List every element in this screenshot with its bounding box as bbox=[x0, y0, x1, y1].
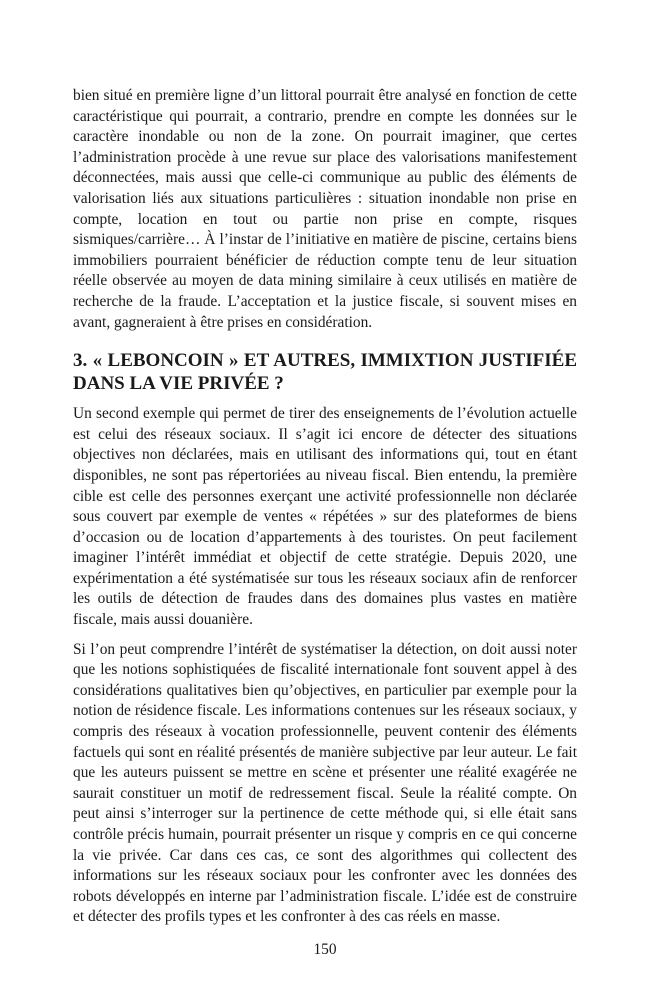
page-body bbox=[73, 86, 577, 928]
paragraph-detection: Si l’on peut comprendre l’intérêt de systématiser la détection, on doit aussi noter que les notions sophistiquées de fiscalité internationale font souvent appel à des considérations qualitatives bien qu’objectives, en particulier par exemple pour la notion de résidence fiscale. Les informations contenues sur les réseaux sociaux, y compris des réseaux à vocation professionnelle, peuvent contenir des éléments factuels qui sont en réalité présentés de manière subjective par leur auteur. Le fait que les auteurs puissent se mettre en scène et présenter une réalité exagérée ne saurait constituer un motif de redressement fiscal. Seule la réalité compte. On peut ainsi s’interroger sur la pertinence de cette méthode qui, si elle était sans contrôle précis humain, pourrait présenter un risque y compris en ce qui concerne la vie privée. Car dans ces cas, ce sont des algorithmes qui collectent des informations sur les réseaux sociaux pour les confronter avec les données des robots développés en interne par l’administration fiscale. L’idée est de construire et détecter des profils types et les confronter à des cas réels en masse. bbox=[73, 640, 577, 926]
page-number: 150 bbox=[313, 941, 337, 958]
section-heading: 3. « LEBONCOIN » ET AUTRES, IMMIXTION JUSTIFIÉE DANS LA VIE PRIVÉE ? bbox=[73, 350, 577, 395]
paragraph-reseaux-sociaux: Un second exemple qui permet de tirer des enseignements de l’évolution actuelle est celui des réseaux sociaux. Il s’agit ici encore de détecter des situations objectives non déclarées, mais en utilisant des informations qui, tout en étant disponibles, ne sont pas répertoriées au niveau fiscal. Bien entendu, la première cible est celle des personnes exerçant une activité professionnelle non déclarée sous couvert par exemple de ventes « répétées » sur des plateformes de biens d’occasion ou de location d’appartements à des touristes. On peut facilement imaginer l’intérêt immédiat et objectif de cette stratégie. Depuis 2020, une expérimentation a été systématisée sur tous les réseaux sociaux afin de renforcer les outils de détection de fraudes dans des domaines plus vastes en matière fiscale, mais aussi douanière. bbox=[73, 405, 577, 629]
paragraph-intro: bien situé en première ligne d’un littoral pourrait être analysé en fonction de cette caractéristique qui pourrait, a contrario, prendre en compte les données sur le caractère inondable ou non de la zone. On pourrait imaginer, que certes l’administration procède à une revue sur place des valorisations manifestement déconnectées, mais aussi que celle-ci communique au public des éléments de valorisation liés aux situations particulières : situation inondable non prise en compte, location en tout ou partie non prise en compte, risques sismiques/carrière… À l’instar de l’initiative en matière de piscine, certains biens immobiliers pourraient bénéficier de réduction compte tenu de leur situation réelle observée au moyen de data mining similaire à ceux utilisés en matière de recherche de la fraude. L’acceptation et la justice fiscale, si souvent mises en avant, gagneraient à être prises en considération. bbox=[73, 87, 577, 331]
